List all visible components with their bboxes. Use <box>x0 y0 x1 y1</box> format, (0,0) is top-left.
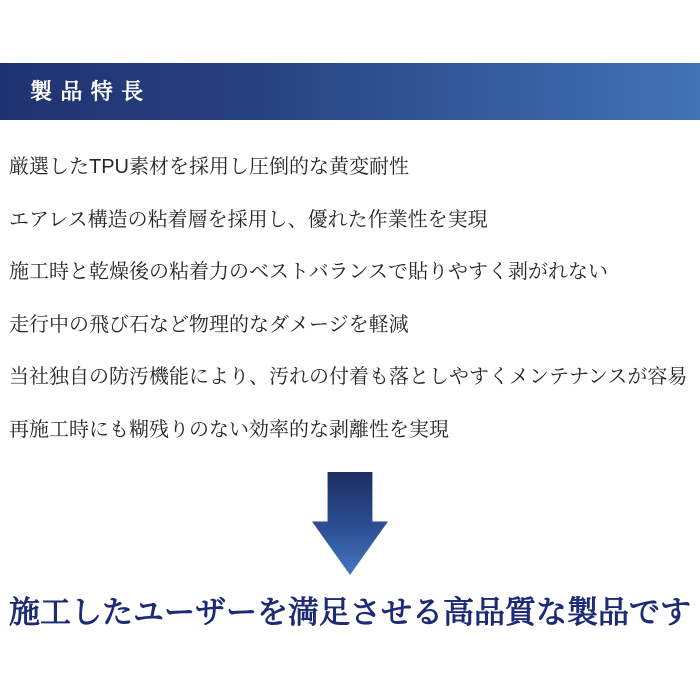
feature-item: 走行中の飛び石など物理的なダメージを軽減 <box>9 313 409 336</box>
down-arrow-icon <box>312 472 388 575</box>
feature-item: 当社独自の防汚機能により、汚れの付着も落としやすくメンテナンスが容易 <box>9 366 688 388</box>
section-header-bar <box>0 63 700 120</box>
feature-item: エアレス構造の粘着層を採用し、優れた作業性を実現 <box>9 208 488 231</box>
feature-item: 再施工時にも糊残りのない効率的な剥離性を実現 <box>9 418 449 441</box>
feature-item: 厳選したTPU素材を採用し圧倒的な黄変耐性 <box>9 156 409 178</box>
page-title: 製品特長 <box>30 78 152 104</box>
conclusion-headline: 施工したユーザーを満足させる高品質な製品です <box>9 595 691 630</box>
feature-list <box>9 141 700 456</box>
feature-item: 施工時と乾燥後の粘着力のベストバランスで貼りやすく剥がれない <box>9 261 608 283</box>
